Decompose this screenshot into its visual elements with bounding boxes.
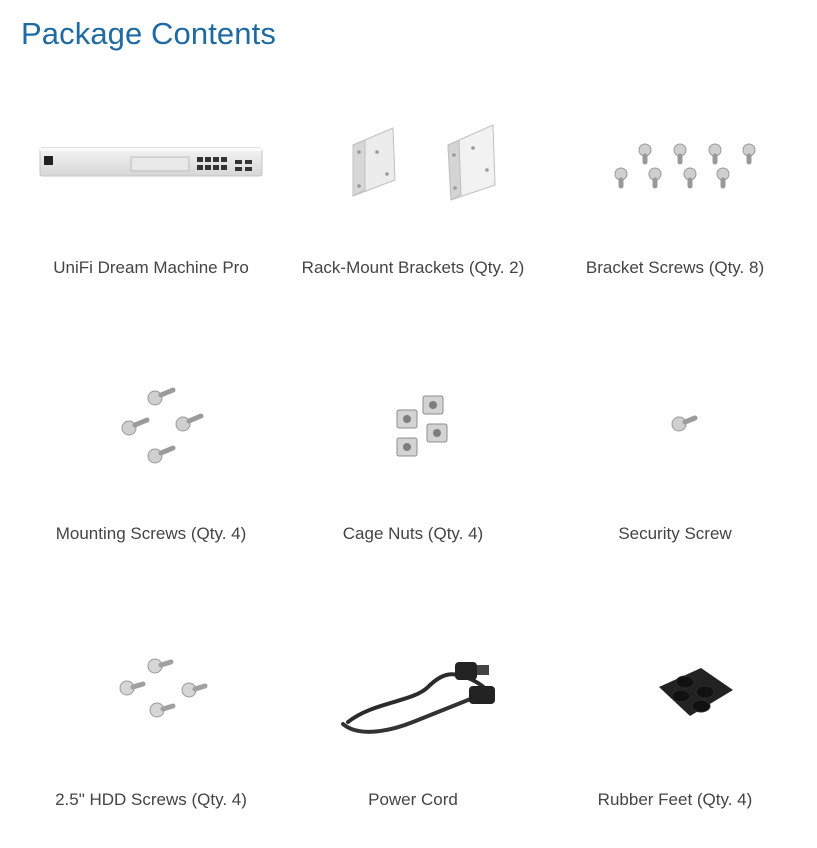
bracket-screws-icon [544, 100, 806, 220]
page-title: Package Contents [21, 16, 276, 51]
rubber-feet-icon [544, 632, 806, 752]
dream-machine-pro-icon [20, 100, 282, 220]
item-label: UniFi Dream Machine Pro [53, 258, 249, 277]
item-label: Security Screw [618, 524, 732, 543]
item-label: Cage Nuts (Qty. 4) [342, 524, 484, 543]
hdd-screws-icon [20, 632, 282, 752]
mounting-screws-icon [20, 366, 282, 486]
item-label: Power Cord [368, 790, 458, 809]
power-cord-icon [282, 632, 544, 752]
item-label: Rubber Feet (Qty. 4) [597, 790, 753, 809]
rack-mount-brackets-icon [282, 100, 544, 220]
item-label: 2.5" HDD Screws (Qty. 4) [55, 790, 247, 809]
item-label: Rack-Mount Brackets (Qty. 2) [301, 258, 525, 277]
item-label: Mounting Screws (Qty. 4) [55, 524, 247, 543]
cage-nuts-icon [282, 366, 544, 486]
item-label: Bracket Screws (Qty. 8) [585, 258, 765, 277]
security-screw-icon [544, 366, 806, 486]
